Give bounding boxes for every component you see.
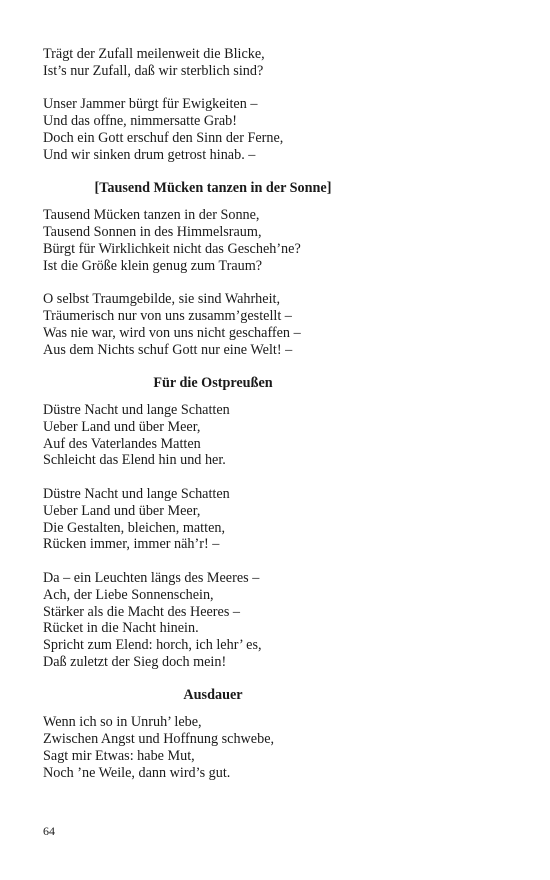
poem xyxy=(43,180,383,358)
stanza xyxy=(43,714,383,781)
poem xyxy=(43,46,383,164)
verse-line: Und wir sinken drum getrost hinab. – xyxy=(43,146,256,163)
poem-title: Für die Ostpreußen xyxy=(153,375,273,392)
poem-title: [Tausend Mücken tanzen in der Sonne] xyxy=(94,180,332,197)
verse-line: Tausend Mücken tanzen in der Sonne, xyxy=(43,207,260,224)
poem-text xyxy=(43,46,383,798)
verse-line: O selbst Traumgebilde, sie sind Wahrheit, xyxy=(43,291,281,308)
poem xyxy=(43,375,383,671)
verse-line: Da – ein Leuchten längs des Meeres – xyxy=(43,569,260,586)
stanza xyxy=(43,486,383,553)
stanza xyxy=(43,96,383,163)
verse-line: Unser Jammer bürgt für Ewigkeiten – xyxy=(43,96,258,113)
verse-line: Düstre Nacht und lange Schatten xyxy=(43,485,230,502)
verse-line: Wenn ich so in Unruh’ lebe, xyxy=(43,714,202,731)
verse-line: Schleicht das Elend hin und her. xyxy=(43,452,226,469)
verse-line: Zwischen Angst und Hoffnung schwebe, xyxy=(43,731,275,748)
verse-line: Doch ein Gott erschuf den Sinn der Ferne, xyxy=(43,129,284,146)
verse-line: Ist’s nur Zufall, daß wir sterblich sind? xyxy=(43,62,264,79)
verse-line: Aus dem Nichts schuf Gott nur eine Welt! – xyxy=(43,341,293,358)
verse-line: Ist die Größe klein genug zum Traum? xyxy=(43,257,263,274)
verse-line: Was nie war, wird von uns nicht geschaffen – xyxy=(43,324,301,341)
verse-line: Tausend Sonnen in des Himmelsraum, xyxy=(43,223,262,240)
verse-line: Rücket in die Nacht hinein. xyxy=(43,620,199,637)
verse-line: Sagt mir Etwas: habe Mut, xyxy=(43,747,195,764)
stanza xyxy=(43,207,383,274)
verse-line: Auf des Vaterlandes Matten xyxy=(43,435,201,452)
stanza xyxy=(43,291,383,358)
verse-line: Noch ’ne Weile, dann wird’s gut. xyxy=(43,764,231,781)
verse-line: Spricht zum Elend: horch, ich lehr’ es, xyxy=(43,637,262,654)
verse-line: Düstre Nacht und lange Schatten xyxy=(43,401,230,418)
verse-line: Und das offne, nimmersatte Grab! xyxy=(43,113,237,130)
poem xyxy=(43,687,383,781)
verse-line: Ach, der Liebe Sonnenschein, xyxy=(43,586,214,603)
stanza xyxy=(43,402,383,469)
verse-line: Träumerisch nur von uns zusamm’gestellt – xyxy=(43,307,292,324)
verse-line: Ueber Land und über Meer, xyxy=(43,418,201,435)
page-number: 64 xyxy=(43,824,55,838)
verse-line: Trägt der Zufall meilenweit die Blicke, xyxy=(43,46,265,62)
verse-line: Ueber Land und über Meer, xyxy=(43,502,201,519)
verse-line: Rücken immer, immer näh’r! – xyxy=(43,536,220,553)
verse-line: Daß zuletzt der Sieg doch mein! xyxy=(43,653,227,670)
verse-line: Die Gestalten, bleichen, matten, xyxy=(43,519,226,536)
verse-line: Stärker als die Macht des Heeres – xyxy=(43,603,240,620)
verse-line: Bürgt für Wirklichkeit nicht das Gescheh’ne? xyxy=(43,240,301,257)
poem-title: Ausdauer xyxy=(183,687,243,704)
stanza xyxy=(43,570,383,671)
stanza xyxy=(43,46,383,80)
